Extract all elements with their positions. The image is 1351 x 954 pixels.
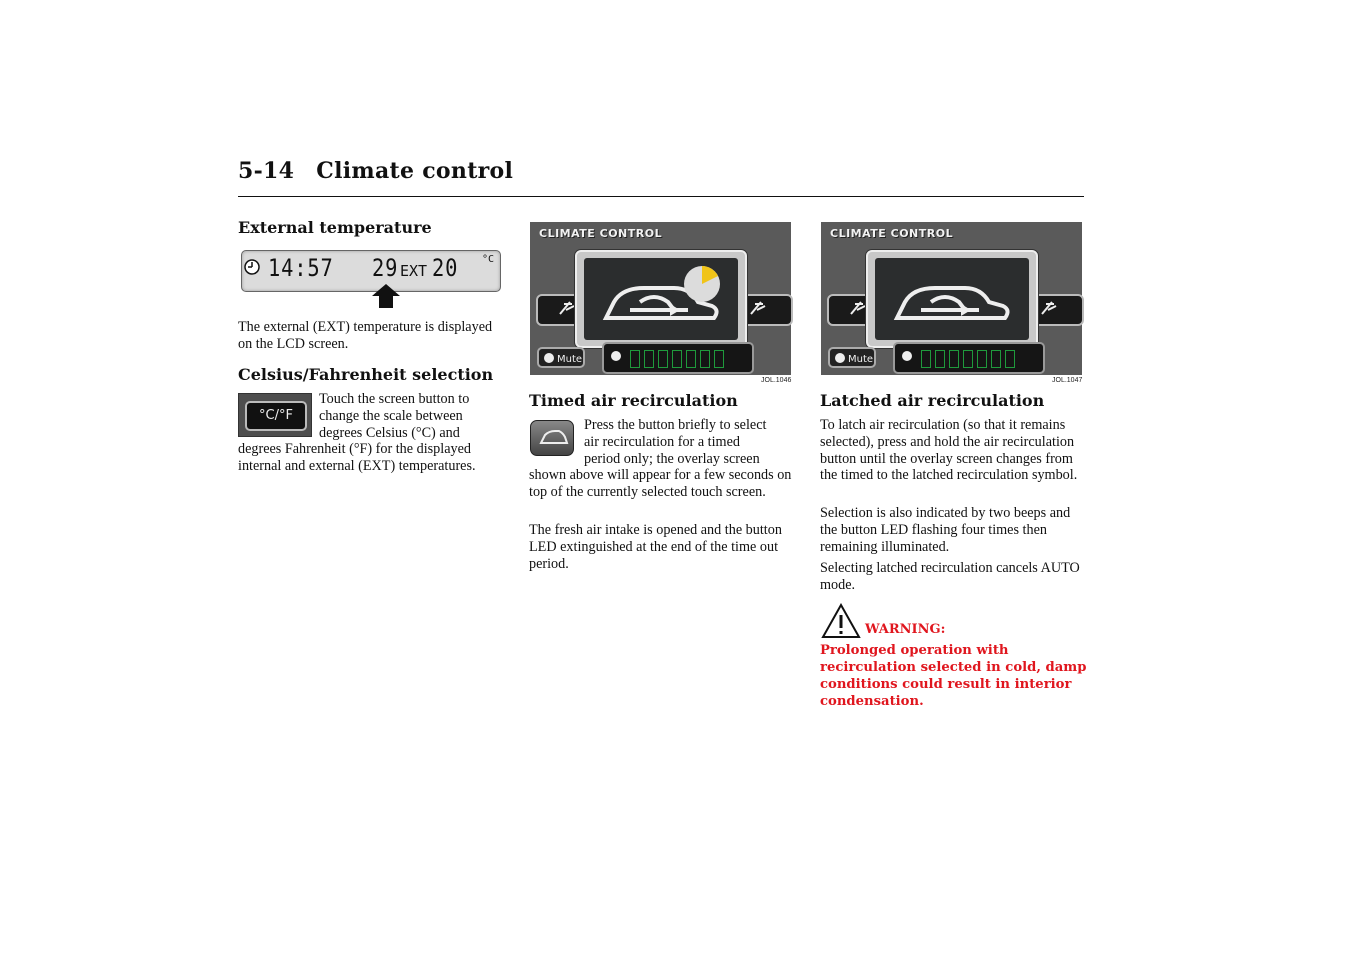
timed-text-rest: shown above will appear for a few seconds on top of the currently selected touch screen.: [529, 467, 792, 500]
warning-body: [820, 642, 1086, 710]
fan-speed-segment: [658, 350, 668, 368]
header-rule: [238, 196, 1084, 197]
warning-icon: [821, 603, 861, 639]
fan-speed-segment: [991, 350, 1001, 368]
warning-line: condensation.: [820, 694, 924, 709]
latched-text-3: Selecting latched recirculation cancels AUTO mode.: [820, 560, 1080, 593]
fan-speed-segment: [977, 350, 987, 368]
timed-text-line: air recirculation for a timed: [584, 433, 740, 450]
fan-speed-segment: [921, 350, 931, 368]
page-number: 5-14: [238, 158, 295, 184]
fan-speed-bar: [602, 342, 754, 374]
latched-recirculation-heading: Latched air recirculation: [820, 391, 1045, 410]
timed-text-line: Press the button briefly to select: [584, 417, 767, 433]
screen-header: CLIMATE CONTROL: [830, 227, 954, 240]
celsius-fahrenheit-heading: Celsius/Fahrenheit selection: [238, 365, 494, 384]
warning-line: Prolonged operation with: [820, 643, 1009, 658]
fan-speed-segment: [1005, 350, 1015, 368]
warning-label: WARNING:: [865, 622, 946, 637]
latched-recirculation-icon: [875, 258, 1029, 340]
page-title: [238, 158, 513, 184]
warning-line: conditions could result in interior: [820, 677, 1072, 692]
fan-speed-segment: [686, 350, 696, 368]
latched-text-1: To latch air recirculation (so that it remains selected), press and hold the air recirculation button until the overlay screen changes from the timed to the latched recirculation symbol.: [820, 417, 1078, 484]
lcd-time: 14:57: [268, 254, 334, 282]
recirculation-overlay: [866, 250, 1038, 348]
fan-icon: [542, 352, 556, 364]
fan-icon: [833, 352, 847, 364]
celsius-fahrenheit-text-full: [238, 441, 518, 475]
cf-text-line: degrees Celsius (°C) and: [319, 424, 460, 441]
external-temperature-text: The external (EXT) temperature is displayed on the LCD screen.: [238, 319, 493, 352]
cf-text-line: degrees Fahrenheit (°F) for the displayed: [238, 441, 471, 457]
latched-recirculation-screen: [821, 222, 1082, 375]
lcd-value2: 20: [432, 254, 459, 282]
mute-label: Mute: [848, 354, 874, 365]
fan-speed-segment: [630, 350, 640, 368]
mute-label: Mute: [557, 354, 583, 365]
lcd-value1: 29: [372, 254, 399, 282]
fan-speed-segment: [672, 350, 682, 368]
fan-speed-segment: [700, 350, 710, 368]
timed-text-wrapped: [584, 417, 794, 467]
lcd-ext-label: EXT: [400, 262, 428, 280]
up-arrow-icon: [371, 283, 401, 309]
cf-text-line: internal and external (EXT) temperatures.: [238, 457, 476, 474]
recirculation-overlay: [575, 250, 747, 348]
external-temperature-heading: External temperature: [238, 218, 432, 237]
timed-text-line: period only; the overlay screen: [584, 450, 760, 467]
recirculation-button-icon: [530, 420, 574, 456]
fan-speed-bar: [893, 342, 1045, 374]
latched-text-2: Selection is also indicated by two beeps and the button LED flashing four times then remaining illuminated.: [820, 505, 1071, 555]
cf-text-line: change the scale between: [319, 407, 463, 424]
clock-icon: [244, 259, 260, 275]
timed-text-2: The fresh air intake is opened and the button LED extinguished at the end of the time out period.: [529, 522, 782, 572]
timed-recirculation-icon: [584, 258, 738, 340]
image-reference: JOL.1047: [1052, 377, 1083, 384]
screen-header: CLIMATE CONTROL: [539, 227, 663, 240]
cf-button-label: °C/°F: [245, 401, 307, 431]
fan-speed-segment: [644, 350, 654, 368]
warning-line: recirculation selected in cold, damp: [820, 660, 1087, 675]
celsius-fahrenheit-button-image: [238, 393, 312, 437]
fan-speed-segment: [714, 350, 724, 368]
fan-icon: [900, 349, 914, 363]
fan-icon: [609, 349, 623, 363]
section-title: Climate control: [316, 158, 514, 184]
cf-text-line: Touch the screen button to: [319, 391, 470, 407]
fan-speed-segment: [949, 350, 959, 368]
lcd-unit: °C: [482, 254, 495, 265]
fan-speed-segment: [963, 350, 973, 368]
celsius-fahrenheit-text-wrapped: [319, 391, 509, 441]
timed-recirculation-screen: [530, 222, 791, 375]
fan-speed-segment: [935, 350, 945, 368]
image-reference: JOL.1046: [761, 377, 792, 384]
car-recirculation-icon: [531, 421, 573, 455]
timed-recirculation-heading: Timed air recirculation: [529, 391, 738, 410]
